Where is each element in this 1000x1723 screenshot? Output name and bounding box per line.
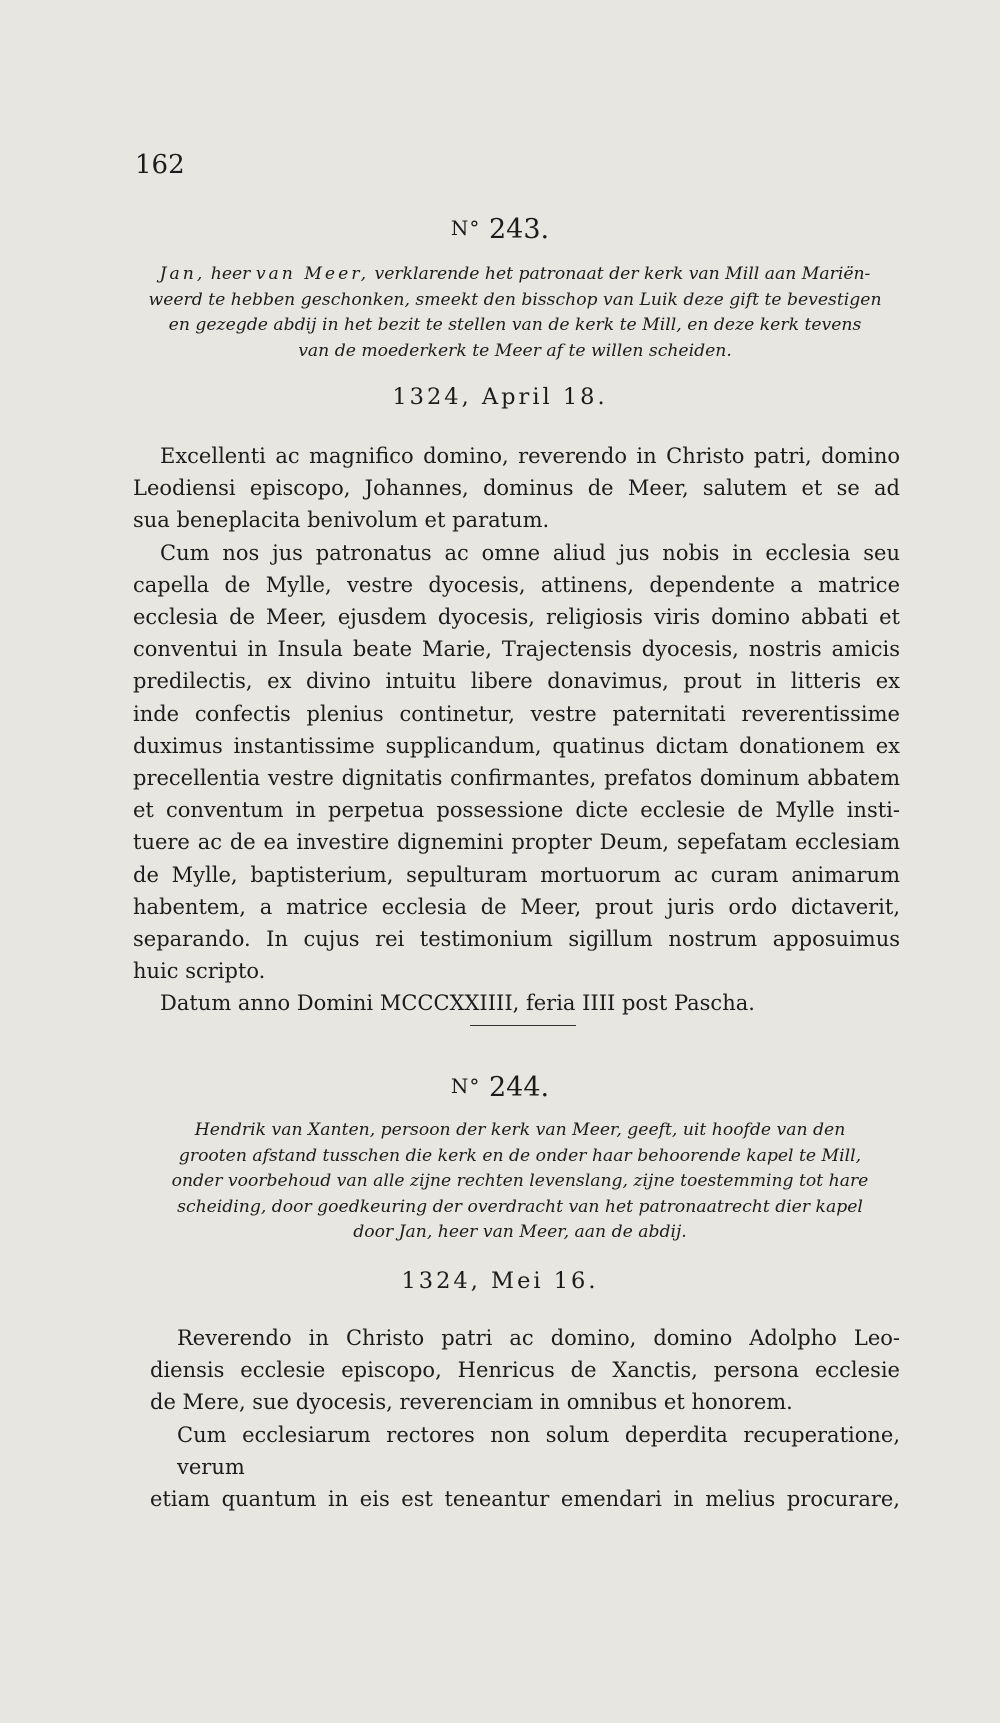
body-line: Leodiensi episcopo, Johannes, dominus de Meer, salutem et se ad	[133, 476, 900, 501]
body-line: predilectis, ex divino intuitu libere donavimus, prout in litteris ex	[133, 669, 900, 694]
charter-244-summary	[140, 1118, 900, 1246]
body-line: duximus instantissime supplicandum, quatinus dictam donationem ex	[133, 733, 900, 758]
body-line: precellentia vestre dignitatis confirmantes, prefatos dominum abbatem	[133, 766, 900, 791]
summary-line: weerd te hebben geschonken, smeekt den bisschop van Luik deze gift te bevestigen	[148, 289, 882, 310]
summary-line: grooten afstand tusschen die kerk en de onder haar behoorende kapel te Mill,	[178, 1145, 862, 1166]
section-divider	[470, 1025, 576, 1026]
charter-243-date: 1324, April 18.	[392, 384, 608, 410]
body-line: et conventum in perpetua possessione dicte ecclesie de Mylle insti-	[133, 798, 900, 823]
body-line: de Mylle, baptisterium, sepulturam mortuorum ac curam animarum	[133, 862, 900, 887]
charter-244-date: 1324, Mei 16.	[401, 1268, 599, 1294]
charter-243-number-prefix: N°	[450, 216, 481, 240]
body-line: ecclesia de Meer, ejusdem dyocesis, religiosis viris domino abbati et	[133, 605, 900, 630]
body-line: capella de Mylle, vestre dyocesis, attinens, dependente a matrice	[133, 572, 900, 597]
charter-244-title	[0, 1070, 1000, 1104]
summary-line: en gezegde abdij in het bezit te stellen van de kerk te Mill, en deze kerk tevens	[168, 315, 862, 335]
summary-line: scheiding, door goedkeuring der overdracht van het patronaatrecht dier kapel	[177, 1196, 863, 1217]
body-line: separando. In cujus rei testimonium sigillum nostrum apposuimus	[133, 927, 900, 952]
body-line: Cum ecclesiarum rectores non solum deperdita recuperatione, verum	[177, 1422, 900, 1479]
body-line: huic scripto.	[133, 959, 266, 984]
body-line: de Mere, sue dyocesis, reverenciam in omnibus et honorem.	[150, 1390, 793, 1415]
body-line: Excellenti ac magnifico domino, reverendo in Christo patri, domino	[160, 444, 900, 468]
charter-243-summary	[130, 262, 900, 364]
summary-line: van de moederkerk te Meer af te willen scheiden.	[298, 340, 732, 361]
page-number: 162	[135, 150, 185, 180]
summary-line: door Jan, heer van Meer, aan de abdij.	[353, 1222, 687, 1242]
charter-243-number: 243.	[488, 214, 550, 245]
charter-244-number-prefix: N°	[450, 1074, 481, 1098]
body-line: inde confectis plenius continetur, vestre paternitati reverentissime	[133, 701, 900, 726]
charter-244-body	[150, 1322, 900, 1515]
body-line: etiam quantum in eis est teneantur emendari in melius procurare,	[150, 1487, 900, 1512]
body-line: diensis ecclesie episcopo, Henricus de Xanctis, persona ecclesie	[150, 1358, 900, 1383]
body-line: conventui in Insula beate Marie, Trajectensis dyocesis, nostris amicis	[133, 637, 900, 662]
body-line: Datum anno Domini MCCCXXIIII, feria IIII post Pascha.	[160, 991, 755, 1016]
summary-line: Hendrik van Xanten, persoon der kerk van Meer, geeft, uit hoofde van den	[194, 1120, 846, 1140]
body-line: Reverendo in Christo patri ac domino, domino Adolpho Leo-	[177, 1326, 900, 1350]
summary-line: onder voorbehoud van alle zijne rechten levenslang, zijne toestemming tot hare	[171, 1171, 869, 1191]
body-line: Cum nos jus patronatus ac omne aliud jus nobis in ecclesia seu	[160, 540, 900, 565]
body-line: tuere ac de ea investire dignemini propter Deum, sepefatam ecclesiam	[133, 830, 900, 855]
body-line: sua beneplacita benivolum et paratum.	[133, 508, 550, 533]
charter-244-number: 244.	[488, 1072, 550, 1103]
charter-243-body	[133, 440, 900, 1020]
body-line: habentem, a matrice ecclesia de Meer, prout juris ordo dictaverit,	[133, 894, 900, 919]
charter-243-title	[0, 212, 1000, 246]
summary-line: Jan, heer van Meer, verklarende het patronaat der kerk van Mill aan Mariën-	[159, 264, 871, 284]
